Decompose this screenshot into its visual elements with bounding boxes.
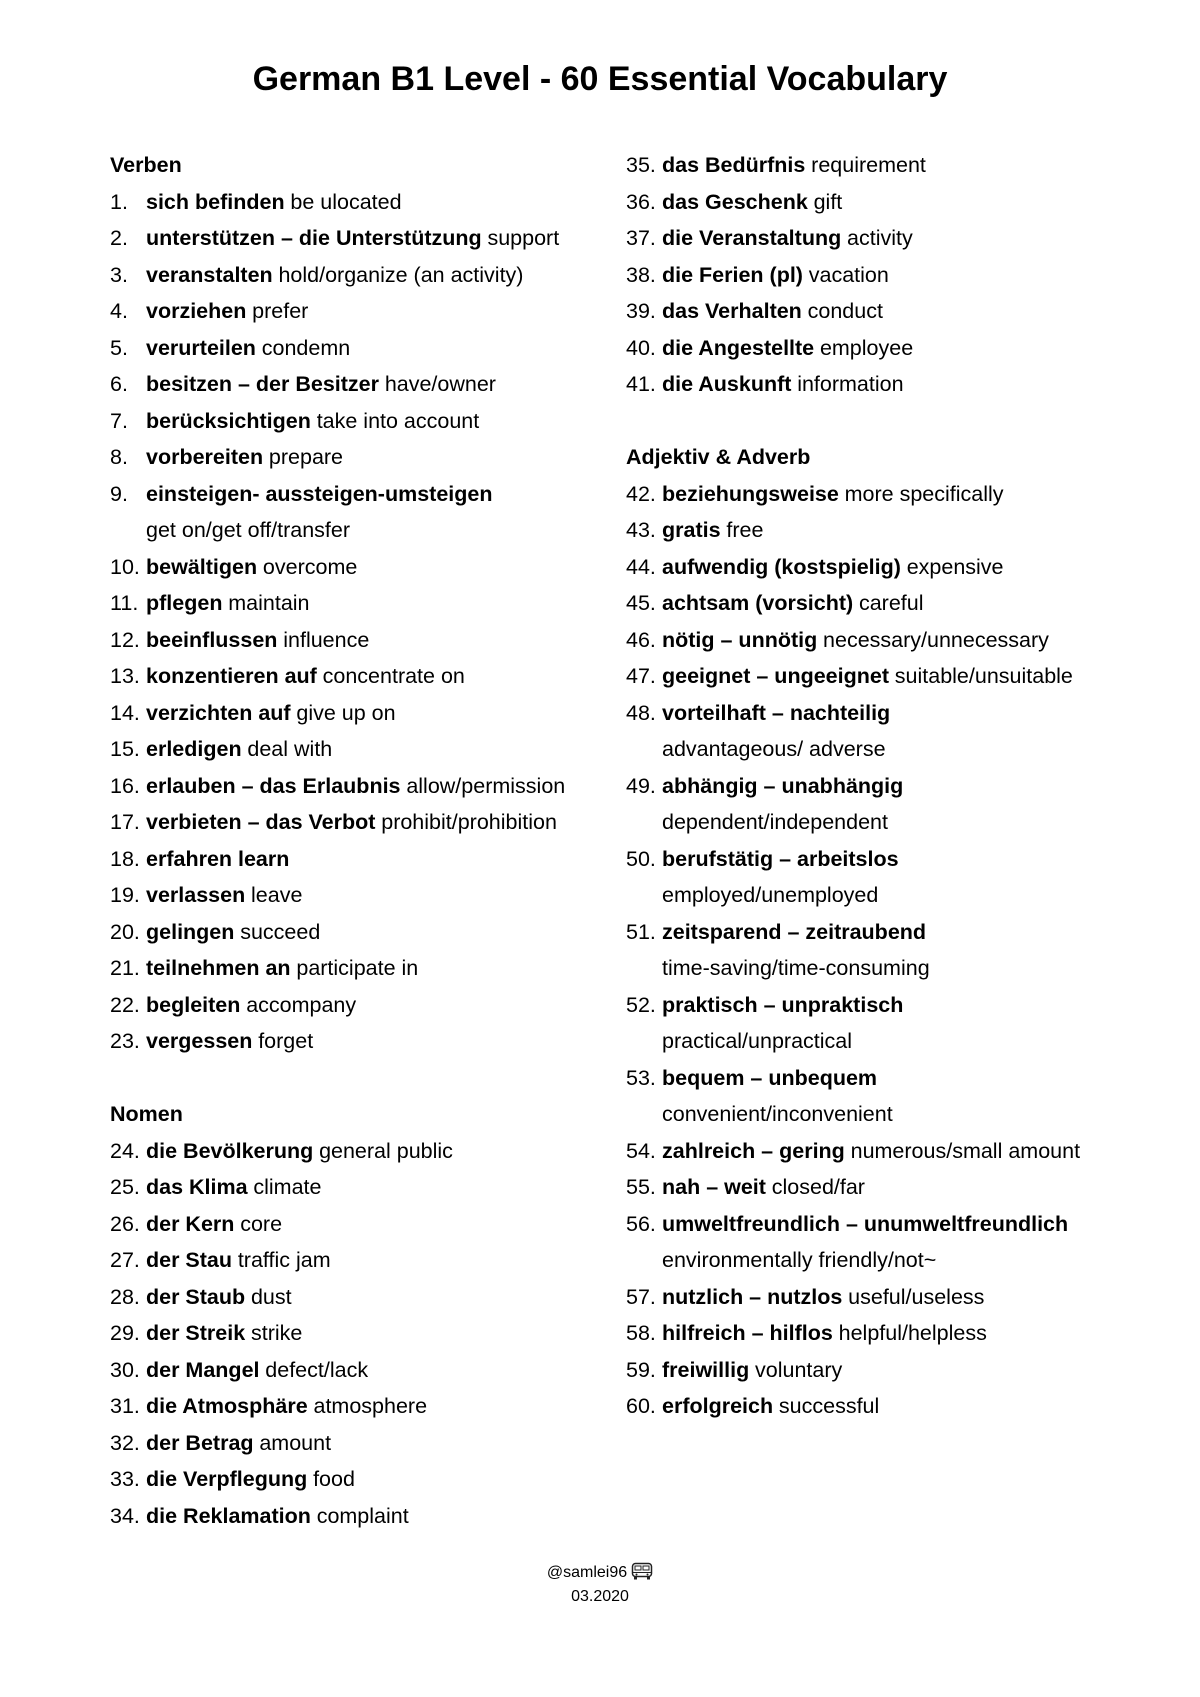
vocab-entry — [110, 804, 610, 841]
german-term: die Ferien (pl) — [662, 262, 803, 287]
german-term: verlassen — [146, 883, 246, 907]
entry-continuation — [626, 731, 1186, 768]
german-term: der Stau — [146, 1248, 233, 1272]
vocab-entry — [626, 1206, 1186, 1243]
german-term: nötig – unnötig — [662, 627, 818, 652]
vocab-entry — [110, 1206, 610, 1243]
entry-number: 5. — [110, 335, 128, 360]
entry-number: 11. — [110, 591, 139, 615]
page-title: German B1 Level - 60 Essential Vocabulary — [252, 60, 948, 98]
entry-continuation — [626, 1242, 1186, 1279]
vocab-entry — [110, 439, 610, 476]
english-meaning: support — [487, 226, 560, 250]
english-meaning: employed/unemployed — [662, 883, 879, 907]
footer-date: 03.2020 — [571, 1588, 629, 1605]
german-term: der Betrag — [146, 1430, 254, 1455]
vocab-entry — [110, 184, 610, 221]
vocab-entry — [110, 257, 610, 294]
entry-number: 50. — [626, 846, 656, 871]
german-term: bequem – unbequem — [662, 1065, 878, 1090]
entry-number: 10. — [110, 554, 140, 579]
german-term: abhängig – unabhängig — [662, 773, 904, 798]
entry-number: 8. — [110, 445, 128, 469]
entry-number: 36. — [626, 189, 656, 214]
english-meaning: succeed — [240, 919, 321, 944]
german-term: das Klima — [146, 1175, 248, 1199]
vocab-entry — [626, 220, 1186, 257]
entry-number: 31. — [110, 1394, 140, 1418]
vocab-entry — [626, 841, 1186, 878]
english-meaning: practical/unpractical — [662, 1029, 853, 1053]
vocab-entry — [110, 1315, 610, 1352]
entry-number: 38. — [626, 262, 656, 287]
german-term: die Angestellte — [662, 335, 815, 360]
vocab-entry — [626, 476, 1186, 513]
vocab-entry — [626, 257, 1186, 294]
english-meaning: complaint — [316, 1503, 409, 1528]
bus-icon — [631, 1562, 653, 1581]
vocab-entry — [110, 1425, 610, 1462]
english-meaning: free — [726, 518, 764, 542]
vocab-entry — [626, 1315, 1186, 1352]
entry-number: 12. — [110, 627, 140, 652]
english-meaning: have/owner — [384, 372, 496, 396]
footer — [0, 1561, 1200, 1609]
entry-number: 7. — [110, 408, 128, 433]
german-term: bewältigen — [146, 554, 258, 579]
english-meaning: prepare — [268, 445, 344, 469]
german-term: das Bedürfnis — [662, 153, 806, 177]
vocab-entry — [110, 987, 610, 1024]
entry-number: 6. — [110, 372, 128, 396]
german-term: veranstalten — [146, 262, 273, 287]
author-handle: @samlei96 — [546, 1564, 628, 1581]
english-meaning: core — [240, 1211, 283, 1236]
german-term: erfahren learn — [146, 846, 290, 871]
entry-number: 13. — [110, 664, 140, 688]
entry-number: 60. — [626, 1394, 656, 1418]
german-term: der Kern — [146, 1211, 235, 1236]
german-term: die Bevölkerung — [146, 1138, 314, 1163]
entry-continuation — [626, 804, 1186, 841]
english-meaning: influence — [283, 627, 370, 652]
german-term: berücksichtigen — [146, 408, 311, 433]
german-term: unterstützen – die Unterstützung — [146, 226, 482, 250]
english-meaning: requirement — [811, 153, 926, 177]
entry-number: 28. — [110, 1284, 140, 1309]
vocab-entry — [110, 658, 610, 695]
german-term: praktisch – unpraktisch — [662, 992, 904, 1017]
vocab-entry — [626, 1169, 1186, 1206]
english-meaning: useful/useless — [848, 1284, 985, 1309]
german-term: zahlreich – gering — [662, 1138, 845, 1163]
german-term: die Atmosphäre — [146, 1394, 308, 1418]
entry-number: 48. — [626, 700, 656, 725]
german-term: nutzlich – nutzlos — [662, 1284, 843, 1309]
english-meaning: advantageous/ adverse — [662, 737, 886, 761]
english-meaning: vacation — [808, 262, 889, 287]
german-term: freiwillig — [662, 1357, 750, 1382]
english-meaning: leave — [251, 883, 303, 907]
german-term: sich befinden — [146, 189, 285, 214]
entry-number: 21. — [110, 956, 140, 980]
english-meaning: condemn — [261, 335, 351, 360]
english-meaning: forget — [258, 1029, 314, 1053]
english-meaning: more specifically — [844, 481, 1004, 506]
english-meaning: voluntary — [755, 1357, 843, 1382]
vocab-entry — [626, 293, 1186, 330]
vocab-entry — [626, 1060, 1186, 1097]
vocab-entry — [110, 403, 610, 440]
english-meaning: overcome — [262, 554, 358, 579]
vocab-entry — [110, 1023, 610, 1060]
english-meaning: amount — [259, 1430, 332, 1455]
vocab-entry — [110, 220, 610, 257]
vocab-entry — [110, 841, 610, 878]
german-term: das Geschenk — [662, 189, 808, 214]
entry-number: 9. — [110, 481, 128, 506]
english-meaning: hold/organize (an activity) — [278, 262, 524, 287]
vocab-entry — [110, 585, 610, 622]
german-term: erledigen — [146, 737, 242, 761]
english-meaning: maintain — [228, 591, 310, 615]
entry-number: 27. — [110, 1248, 140, 1272]
english-meaning: conduct — [807, 299, 883, 323]
english-meaning: closed/far — [771, 1175, 865, 1199]
english-meaning: participate in — [296, 956, 419, 980]
english-meaning: take into account — [316, 408, 480, 433]
english-meaning: concentrate on — [322, 664, 465, 688]
vocab-entry — [626, 585, 1186, 622]
vocab-entry — [110, 330, 610, 367]
vocab-entry — [110, 914, 610, 951]
english-meaning: strike — [250, 1321, 303, 1345]
english-meaning: allow/permission — [406, 773, 566, 798]
entry-number: 26. — [110, 1211, 140, 1236]
vocab-entry — [110, 1498, 610, 1535]
entry-continuation — [626, 1023, 1186, 1060]
entry-number: 49. — [626, 773, 656, 798]
entry-number: 4. — [110, 299, 128, 323]
german-term: der Mangel — [146, 1357, 260, 1382]
vocab-entry — [110, 1242, 610, 1279]
english-meaning: be ulocated — [290, 189, 402, 214]
german-term: verurteilen — [146, 335, 256, 360]
entry-number: 46. — [626, 627, 656, 652]
entry-number: 17. — [110, 810, 140, 834]
entry-number: 52. — [626, 992, 656, 1017]
english-meaning: necessary/unnecessary — [823, 627, 1049, 652]
entry-number: 35. — [626, 153, 656, 177]
english-meaning: dust — [250, 1284, 292, 1309]
german-term: begleiten — [146, 992, 241, 1017]
entry-number: 3. — [110, 262, 128, 287]
vocab-entry — [110, 1279, 610, 1316]
entry-number: 15. — [110, 737, 140, 761]
english-meaning: deal with — [247, 737, 333, 761]
german-term: umweltfreundlich – unumweltfreundlich — [662, 1211, 1069, 1236]
german-term: vorbereiten — [146, 445, 264, 469]
entry-number: 30. — [110, 1357, 140, 1382]
german-term: besitzen – der Besitzer — [146, 372, 380, 396]
english-meaning: give up on — [296, 700, 396, 725]
entry-number: 56. — [626, 1211, 656, 1236]
german-term: achtsam (vorsicht) — [662, 591, 854, 615]
english-meaning: numerous/small amount — [850, 1138, 1081, 1163]
entry-number: 29. — [110, 1321, 140, 1345]
german-term: vorteilhaft – nachteilig — [662, 700, 891, 725]
english-meaning: convenient/inconvenient — [662, 1102, 893, 1126]
english-meaning: expensive — [906, 554, 1004, 579]
entry-number: 41. — [626, 372, 656, 396]
vocab-entry — [110, 1352, 610, 1389]
english-meaning: suitable/unsuitable — [894, 664, 1073, 688]
entry-number: 18. — [110, 846, 140, 871]
english-meaning: prohibit/prohibition — [381, 810, 557, 834]
english-meaning: time-saving/time-consuming — [662, 956, 930, 980]
section-heading: Nomen — [110, 1102, 183, 1126]
vocab-entry — [110, 366, 610, 403]
german-term: die Auskunft — [662, 372, 792, 396]
english-meaning: climate — [253, 1175, 322, 1199]
german-term: verzichten auf — [146, 700, 291, 725]
english-meaning: traffic jam — [237, 1248, 331, 1272]
german-term: vorziehen — [146, 299, 247, 323]
entry-number: 53. — [626, 1065, 656, 1090]
vocab-entry — [110, 1133, 610, 1170]
vocab-entry — [626, 695, 1186, 732]
footer-handle-row — [0, 1561, 1200, 1585]
right-column — [626, 147, 1186, 1425]
vocab-entry — [110, 622, 610, 659]
vocab-entry — [110, 768, 610, 805]
german-term: beeinflussen — [146, 627, 278, 652]
vocab-entry — [110, 877, 610, 914]
german-term: konzentieren auf — [146, 664, 317, 688]
entry-number: 14. — [110, 700, 140, 725]
entry-number: 44. — [626, 554, 656, 579]
english-meaning: environmentally friendly/not~ — [662, 1248, 937, 1272]
entry-number: 39. — [626, 299, 656, 323]
english-meaning: atmosphere — [313, 1394, 428, 1418]
entry-number: 47. — [626, 664, 656, 688]
vocab-entry — [626, 1279, 1186, 1316]
vocab-entry — [626, 549, 1186, 586]
section-spacer — [626, 403, 1186, 440]
german-term: pflegen — [146, 591, 223, 615]
entry-continuation — [626, 950, 1186, 987]
german-term: der Streik — [146, 1321, 246, 1345]
vocab-entry — [626, 184, 1186, 221]
entry-number: 20. — [110, 919, 140, 944]
vocab-entry — [626, 622, 1186, 659]
english-meaning: food — [313, 1467, 355, 1491]
german-term: das Verhalten — [662, 299, 802, 323]
vocab-entry — [110, 476, 610, 513]
entry-number: 59. — [626, 1357, 656, 1382]
vocab-entry — [626, 366, 1186, 403]
german-term: gratis — [662, 518, 721, 542]
entry-number: 37. — [626, 226, 656, 250]
english-meaning: get on/get off/transfer — [146, 518, 350, 542]
vocab-entry — [626, 768, 1186, 805]
english-meaning: defect/lack — [265, 1357, 369, 1382]
vocab-entry — [626, 658, 1186, 695]
entry-number: 33. — [110, 1467, 140, 1491]
english-meaning: information — [797, 372, 904, 396]
entry-number: 16. — [110, 773, 140, 798]
vocab-entry — [626, 330, 1186, 367]
vocab-entry — [110, 549, 610, 586]
section-heading: Adjektiv & Adverb — [626, 445, 811, 469]
german-term: nah – weit — [662, 1175, 766, 1199]
german-term: geeignet – ungeeignet — [662, 664, 889, 688]
entry-number: 45. — [626, 591, 656, 615]
english-meaning: gift — [813, 189, 843, 214]
german-term: zeitsparend – zeitraubend — [662, 919, 927, 944]
vocab-entry — [626, 1388, 1186, 1425]
german-term: vergessen — [146, 1029, 253, 1053]
german-term: teilnehmen an — [146, 956, 291, 980]
german-term: erfolgreich — [662, 1394, 774, 1418]
english-meaning: accompany — [246, 992, 357, 1017]
left-column — [110, 147, 610, 1534]
vocab-entry — [626, 1133, 1186, 1170]
english-meaning: successful — [778, 1394, 880, 1418]
entry-number: 34. — [110, 1503, 140, 1528]
vocab-entry — [110, 1169, 610, 1206]
german-term: gelingen — [146, 919, 235, 944]
german-term: die Veranstaltung — [662, 226, 842, 250]
english-meaning: dependent/independent — [662, 810, 888, 834]
german-term: aufwendig (kostspielig) — [662, 554, 901, 579]
entry-number: 32. — [110, 1430, 140, 1455]
entry-number: 25. — [110, 1175, 140, 1199]
entry-continuation — [110, 512, 610, 549]
english-meaning: helpful/helpless — [838, 1321, 987, 1345]
vocab-entry — [626, 1352, 1186, 1389]
entry-number: 57. — [626, 1284, 656, 1309]
entry-number: 55. — [626, 1175, 656, 1199]
german-term: die Verpflegung — [146, 1467, 308, 1491]
german-term: hilfreich – hilflos — [662, 1321, 833, 1345]
vocab-entry — [626, 512, 1186, 549]
vocab-entry — [626, 987, 1186, 1024]
entry-number: 42. — [626, 481, 656, 506]
english-meaning: activity — [847, 226, 913, 250]
vocab-entry — [110, 950, 610, 987]
entry-number: 54. — [626, 1138, 656, 1163]
german-term: die Reklamation — [146, 1503, 311, 1528]
vocab-entry — [110, 1461, 610, 1498]
entry-number: 19. — [110, 883, 140, 907]
german-term: erlauben – das Erlaubnis — [146, 773, 401, 798]
vocab-entry — [110, 731, 610, 768]
entry-number: 23. — [110, 1029, 140, 1053]
vocab-entry — [626, 914, 1186, 951]
entry-number: 1. — [110, 189, 128, 214]
entry-number: 22. — [110, 992, 140, 1017]
entry-number: 24. — [110, 1138, 140, 1163]
section-heading: Verben — [110, 153, 182, 177]
vocab-entry — [110, 1388, 610, 1425]
german-term: berufstätig – arbeitslos — [662, 846, 899, 871]
entry-number: 2. — [110, 226, 128, 250]
vocab-entry — [110, 695, 610, 732]
entry-number: 43. — [626, 518, 656, 542]
german-term: einsteigen- aussteigen-umsteigen — [146, 481, 493, 506]
german-term: verbieten – das Verbot — [146, 810, 376, 834]
vocab-entry — [626, 147, 1186, 184]
german-term: der Staub — [146, 1284, 246, 1309]
vocab-entry — [110, 293, 610, 330]
section-spacer — [110, 1060, 610, 1097]
entry-number: 40. — [626, 335, 656, 360]
german-term: beziehungsweise — [662, 481, 839, 506]
entry-number: 51. — [626, 919, 656, 944]
english-meaning: careful — [858, 591, 924, 615]
english-meaning: prefer — [252, 299, 309, 323]
entry-continuation — [626, 1096, 1186, 1133]
english-meaning: general public — [319, 1138, 453, 1163]
english-meaning: employee — [819, 335, 914, 360]
entry-number: 58. — [626, 1321, 656, 1345]
entry-continuation — [626, 877, 1186, 914]
